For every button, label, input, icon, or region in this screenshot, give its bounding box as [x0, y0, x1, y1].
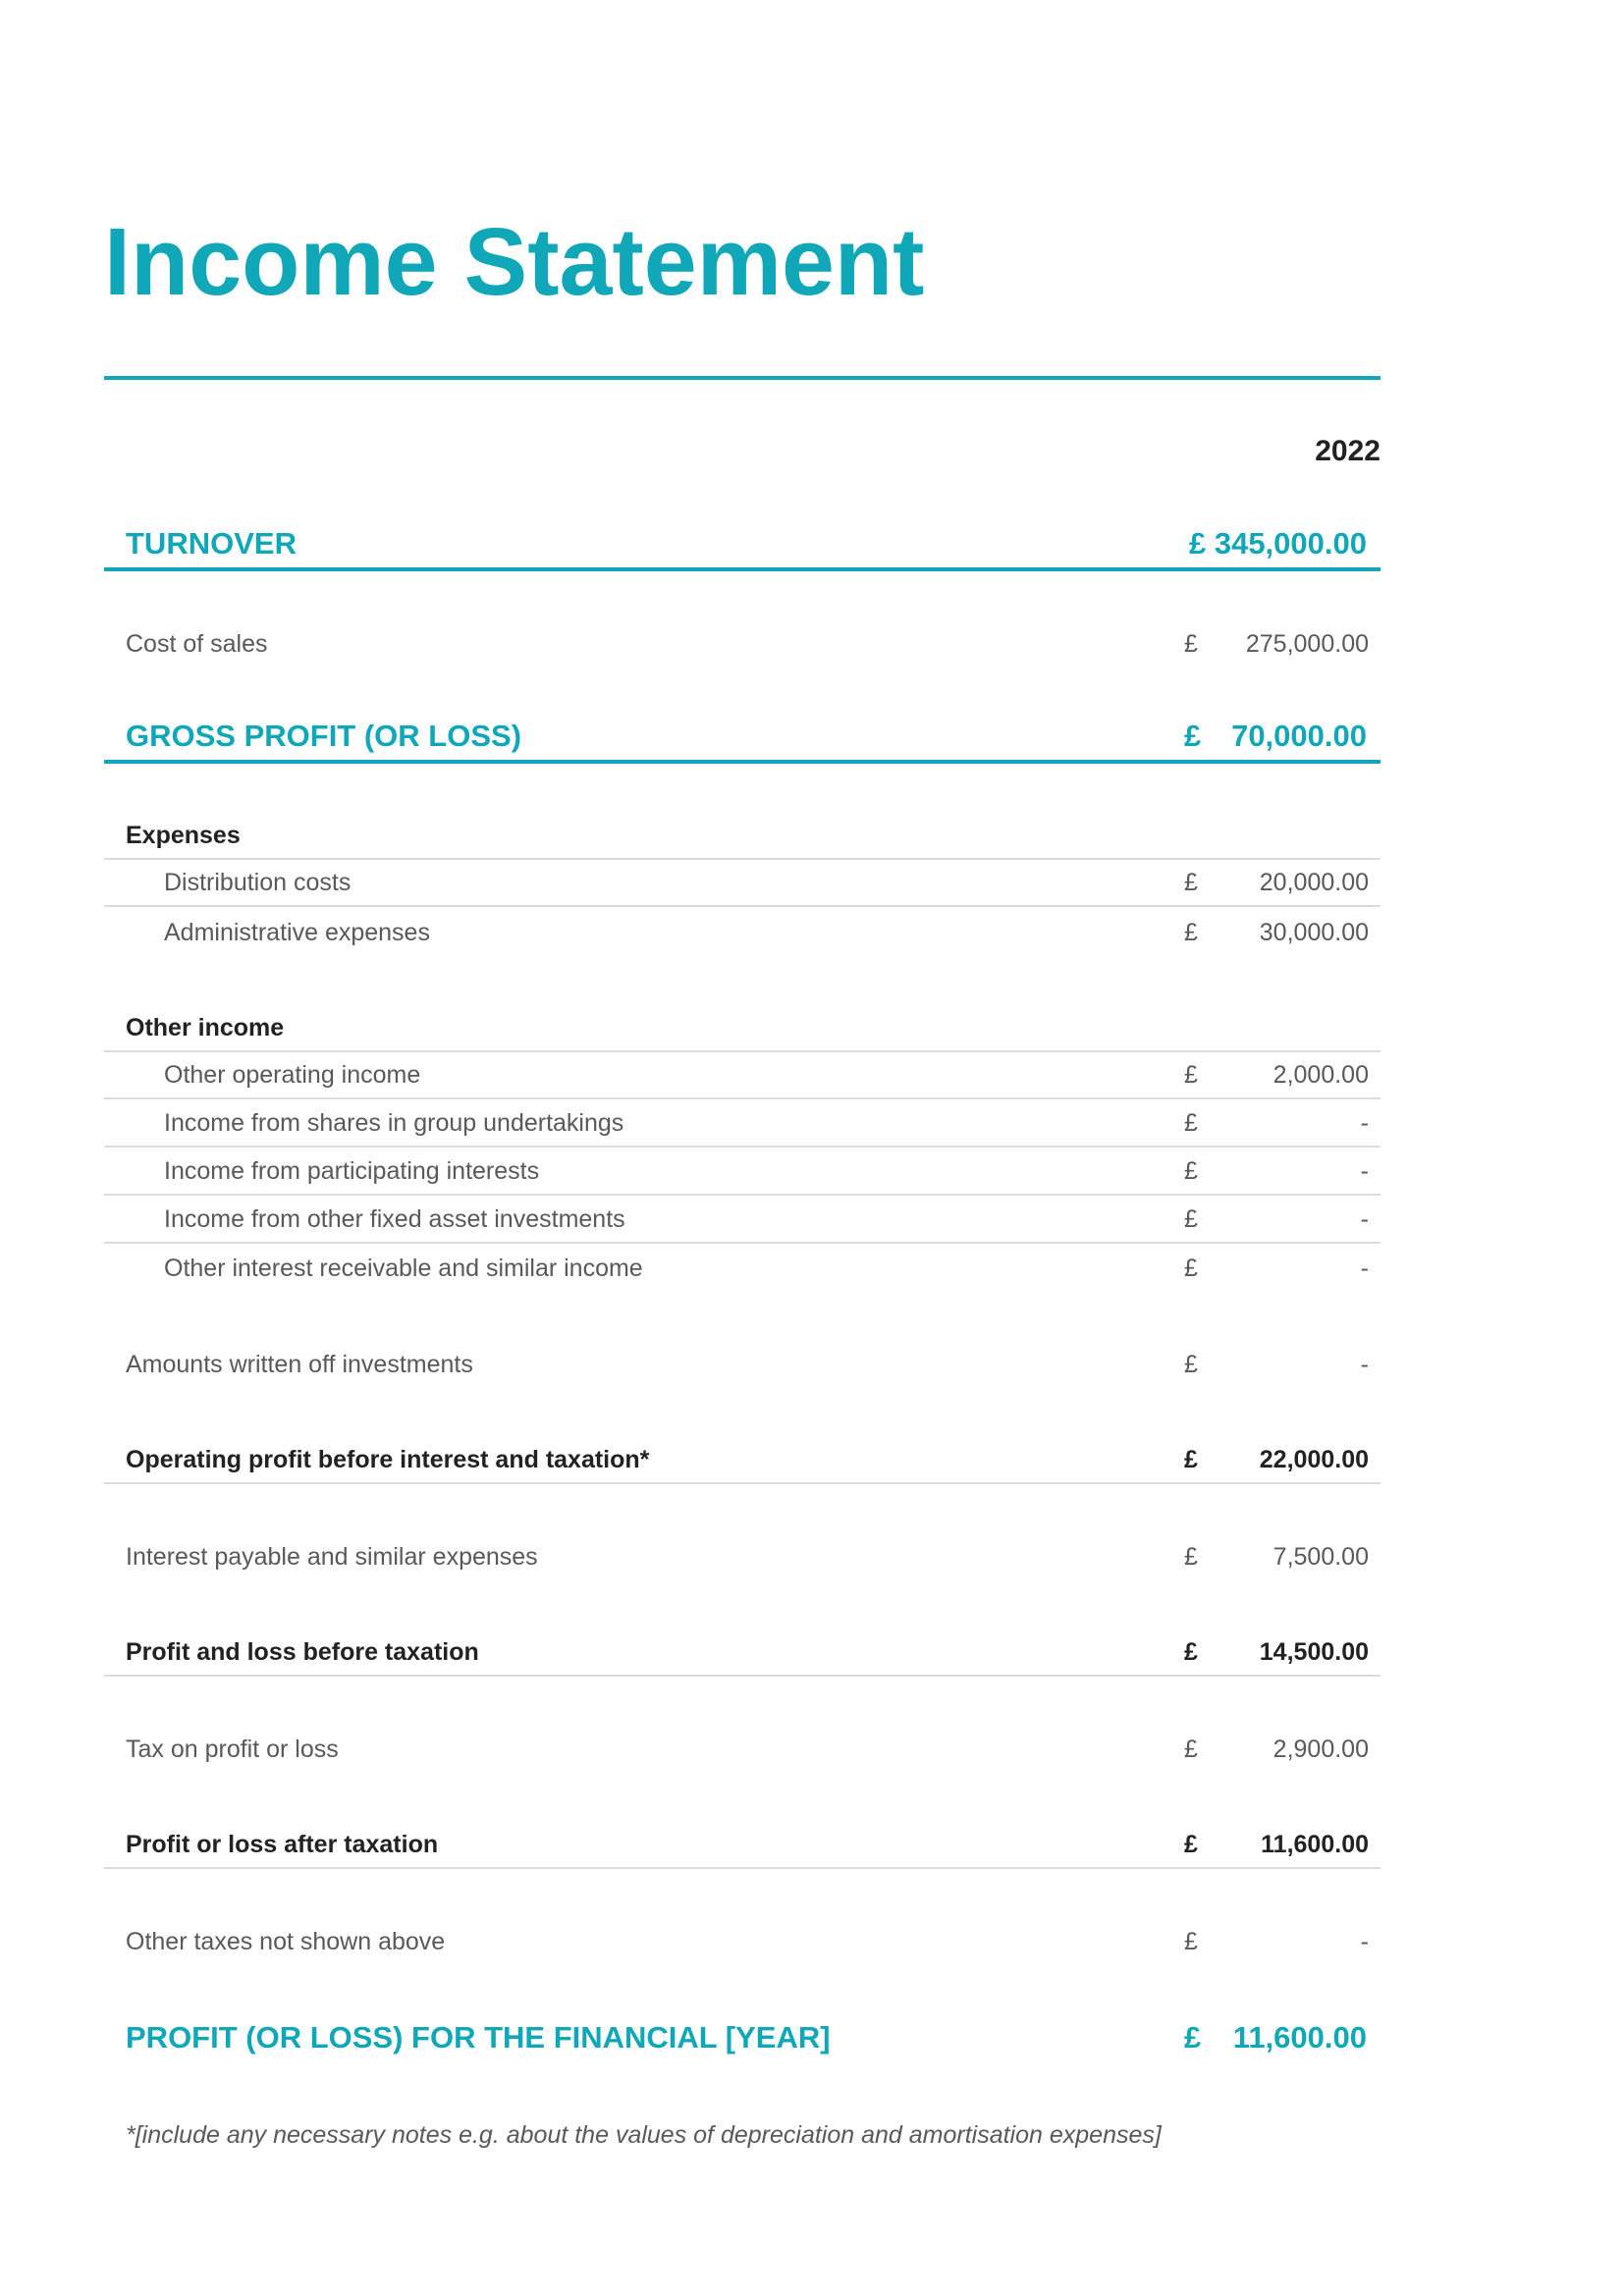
currency-symbol: £ — [1184, 1446, 1198, 1473]
currency-symbol: £ — [1184, 1735, 1198, 1763]
currency-symbol: £ — [1184, 2020, 1202, 2055]
profit-before-tax-label: Profit and loss before taxation — [126, 1638, 479, 1666]
profit-after-tax-label: Profit or loss after taxation — [126, 1831, 439, 1858]
currency-symbol: £ — [1184, 1351, 1198, 1378]
currency-symbol: £ — [1184, 1928, 1198, 1955]
expense-label: Administrative expenses — [164, 919, 430, 946]
profit-before-tax-amount: 14,500.00 — [1259, 1638, 1369, 1666]
other-income-amount: - — [1360, 1157, 1369, 1185]
currency-symbol: £ — [1184, 869, 1198, 896]
tax-amount: 2,900.00 — [1272, 1735, 1369, 1763]
gross-profit-label: GROSS PROFIT (OR LOSS) — [126, 719, 522, 753]
currency-symbol: £ — [1184, 1157, 1198, 1185]
expense-label: Distribution costs — [164, 869, 352, 896]
gross-profit-amount: 70,000.00 — [1231, 719, 1367, 753]
other-income-label: Income from participating interests — [164, 1157, 540, 1185]
cost-of-sales-amount: 275,000.00 — [1245, 630, 1369, 658]
currency-symbol: £ — [1184, 630, 1198, 658]
other-income-row — [104, 1197, 1380, 1244]
other-income-row — [104, 1052, 1380, 1099]
currency-symbol: £ — [1184, 1543, 1198, 1571]
currency-symbol: £ — [1184, 719, 1202, 753]
expenses-heading-row — [104, 813, 1380, 860]
other-income-amount: - — [1360, 1205, 1369, 1233]
turnover-label: TURNOVER — [126, 526, 297, 561]
currency-symbol: £ — [1184, 1061, 1198, 1089]
other-income-amount: 2,000.00 — [1272, 1061, 1369, 1089]
amounts-written-off-row — [104, 1341, 1380, 1388]
other-income-row — [104, 1100, 1380, 1148]
page-title: Income Statement — [104, 208, 925, 315]
other-income-row — [104, 1245, 1380, 1292]
profit-for-year-label: PROFIT (OR LOSS) FOR THE FINANCIAL [YEAR] — [126, 2020, 831, 2055]
other-income-label: Income from other fixed asset investments — [164, 1205, 625, 1233]
interest-payable-label: Interest payable and similar expenses — [126, 1543, 538, 1571]
income-statement-page — [104, 0, 1380, 2296]
other-income-row — [104, 1148, 1380, 1196]
currency-symbol: £ — [1184, 919, 1198, 946]
other-income-heading: Other income — [126, 1014, 285, 1041]
expense-amount: 30,000.00 — [1259, 919, 1369, 946]
other-income-label: Other operating income — [164, 1061, 421, 1089]
profit-for-year-amount: 11,600.00 — [1232, 2020, 1367, 2055]
interest-payable-amount: 7,500.00 — [1272, 1543, 1369, 1571]
other-income-heading-row — [104, 1005, 1380, 1052]
year-column-header: 2022 — [1315, 435, 1380, 467]
other-income-label: Income from shares in group undertakings — [164, 1109, 624, 1137]
profit-after-tax-amount: 11,600.00 — [1261, 1831, 1369, 1858]
other-taxes-amount: - — [1360, 1928, 1369, 1955]
operating-profit-row — [104, 1437, 1380, 1484]
tax-row — [104, 1726, 1380, 1773]
currency-symbol: £ — [1184, 1109, 1198, 1137]
expense-row — [104, 860, 1380, 907]
tax-label: Tax on profit or loss — [126, 1735, 339, 1763]
other-taxes-row — [104, 1918, 1380, 1965]
profit-for-year-row — [104, 2012, 1380, 2063]
expense-amount: 20,000.00 — [1259, 869, 1369, 896]
profit-before-tax-row — [104, 1629, 1380, 1677]
other-taxes-label: Other taxes not shown above — [126, 1928, 446, 1955]
expense-row — [104, 909, 1380, 956]
currency-symbol: £ — [1184, 1831, 1198, 1858]
cost-of-sales-label: Cost of sales — [126, 630, 268, 658]
other-income-label: Other interest receivable and similar income — [164, 1255, 643, 1282]
currency-symbol: £ — [1184, 1255, 1198, 1282]
operating-profit-amount: 22,000.00 — [1259, 1446, 1369, 1473]
cost-of-sales-row — [104, 620, 1380, 667]
footnote: *[include any necessary notes e.g. about the values of depreciation and amortisation expenses] — [126, 2121, 1162, 2149]
other-income-amount: - — [1360, 1109, 1369, 1137]
amounts-written-off-label: Amounts written off investments — [126, 1351, 473, 1378]
profit-after-tax-row — [104, 1822, 1380, 1869]
turnover-row — [104, 520, 1380, 571]
currency-symbol: £ — [1184, 1205, 1198, 1233]
operating-profit-label: Operating profit before interest and taxation* — [126, 1446, 650, 1473]
turnover-amount: £ 345,000.00 — [1188, 526, 1367, 561]
interest-payable-row — [104, 1533, 1380, 1580]
expenses-heading: Expenses — [126, 822, 241, 849]
gross-profit-row — [104, 713, 1380, 764]
currency-symbol: £ — [1184, 1638, 1198, 1666]
title-divider — [104, 376, 1380, 380]
other-income-amount: - — [1360, 1255, 1369, 1282]
amounts-written-off-amount: - — [1360, 1351, 1369, 1378]
